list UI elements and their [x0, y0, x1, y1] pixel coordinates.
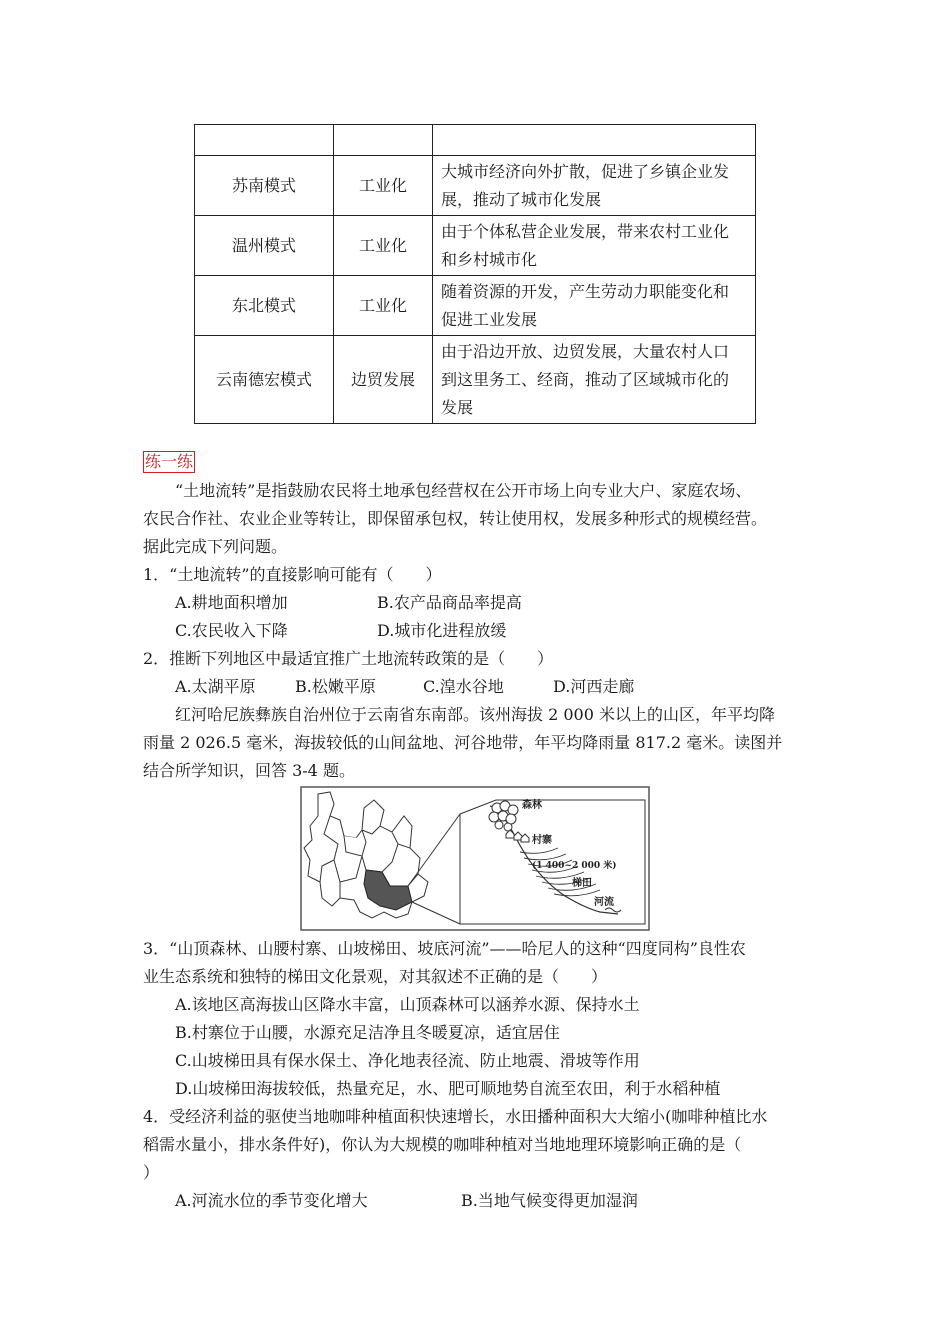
q2-option-b: B.松嫩平原 [295, 677, 376, 696]
q3-option-d: D.山坡梯田海拔较低，热量充足，水、肥可顺地势自流至农田，利于水稻种植 [175, 1079, 721, 1098]
driver-cell: 工业化 [334, 156, 433, 216]
desc-line: 由于个体私营企业发展，带来农村工业化 [441, 221, 730, 241]
q1-option-a: A.耕地面积增加 [175, 593, 288, 612]
driver-cell: 工业化 [334, 216, 433, 276]
q2-option-a: A.太湖平原 [175, 677, 256, 696]
intro2-line: 雨量 2 026.5 毫米，海拔较低的山间盆地、河谷地带，年平均降雨量 817.2 毫米。读图并 [143, 733, 783, 752]
q4-stem: 4．受经济利益的驱使当地咖啡种植面积快速增长，水田播种面积大大缩小(咖啡种植比水 [143, 1107, 768, 1126]
table-row [195, 276, 756, 336]
terrace-label: 梯田 [572, 878, 592, 889]
table-header-row [195, 125, 756, 156]
desc-cell [433, 216, 756, 276]
mode-cell: 温州模式 [195, 216, 334, 276]
header-cell [433, 125, 756, 156]
yunnan-terrace-figure [300, 786, 650, 931]
q2-option-d: D.河西走廊 [553, 677, 635, 696]
desc-line: 促进工业发展 [441, 309, 538, 329]
desc-line: 由于沿边开放、边贸发展，大量农村人口 [441, 341, 730, 361]
practice-tag: 练一练 [145, 452, 194, 471]
desc-line: 发展 [441, 397, 474, 417]
table-row [195, 216, 756, 276]
intro1-line: “土地流转”是指鼓励农民将土地承包经营权在公开市场上向专业大户、家庭农场、 [175, 481, 752, 500]
header-cell [334, 125, 433, 156]
header-cell [195, 125, 334, 156]
q1-stem: 1．“土地流转”的直接影响可能有（ ） [143, 565, 442, 584]
desc-line: 展，推动了城市化发展 [441, 189, 602, 209]
q2-option-c: C.湟水谷地 [423, 677, 504, 696]
river-label: 河流 [594, 897, 614, 908]
q3-option-c: C.山坡梯田具有保水保土、净化地表径流、防止地震、滑坡等作用 [175, 1051, 640, 1070]
village-label: 村寨 [532, 835, 552, 846]
q4-stem: ） [143, 1163, 160, 1182]
mode-cell: 云南德宏模式 [195, 336, 334, 424]
elevation-label: (1 400~2 000 米) [532, 861, 617, 871]
q3-stem: 业生态系统和独特的梯田文化景观，对其叙述不正确的是（ ） [143, 967, 608, 986]
mode-cell: 苏南模式 [195, 156, 334, 216]
desc-line: 随着资源的开发，产生劳动力职能变化和 [441, 281, 730, 301]
desc-line: 和乡村城市化 [441, 249, 538, 269]
q3-option-a: A.该地区高海拔山区降水丰富，山顶森林可以涵养水源、保持水土 [175, 995, 640, 1014]
desc-cell [433, 336, 756, 424]
mode-cell: 东北模式 [195, 276, 334, 336]
q4-option-a: A.河流水位的季节变化增大 [175, 1191, 368, 1210]
q1-option-c: C.农民收入下降 [175, 621, 288, 640]
forest-label: 森林 [522, 800, 542, 811]
table-row [195, 336, 756, 424]
q1-option-b: B.农产品商品率提高 [377, 593, 522, 612]
driver-cell: 工业化 [334, 276, 433, 336]
intro1-line: 据此完成下列问题。 [143, 537, 288, 556]
q4-stem: 稻需水量小，排水条件好)，你认为大规模的咖啡种植对当地地理环境影响正确的是（ [143, 1135, 742, 1154]
intro2-line: 红河哈尼族彝族自治州位于云南省东南部。该州海拔 2 000 米以上的山区，年平均降 [175, 705, 775, 724]
q4-option-b: B.当地气候变得更加湿润 [461, 1191, 638, 1210]
driver-cell: 边贸发展 [334, 336, 433, 424]
q1-option-d: D.城市化进程放缓 [377, 621, 507, 640]
desc-cell [433, 156, 756, 216]
desc-line: 到这里务工、经商，推动了区域城市化的 [441, 369, 730, 389]
intro1-line: 农民合作社、农业企业等转让，即保留承包权，转让使用权，发展多种形式的规模经营。 [143, 509, 768, 528]
desc-cell [433, 276, 756, 336]
q2-stem: 2．推断下列地区中最适宜推广土地流转政策的是（ ） [143, 649, 554, 668]
table-row [195, 156, 756, 216]
urbanization-mode-table [194, 124, 756, 424]
desc-line: 大城市经济向外扩散，促进了乡镇企业发 [441, 161, 730, 181]
intro2-line: 结合所学知识，回答 3-4 题。 [143, 761, 355, 780]
q3-option-b: B.村寨位于山腰，水源充足洁净且冬暖夏凉，适宜居住 [175, 1023, 560, 1042]
q3-stem: 3．“山顶森林、山腰村寨、山坡梯田、坡底河流”——哈尼人的这种“四度同构”良性农 [143, 939, 746, 958]
